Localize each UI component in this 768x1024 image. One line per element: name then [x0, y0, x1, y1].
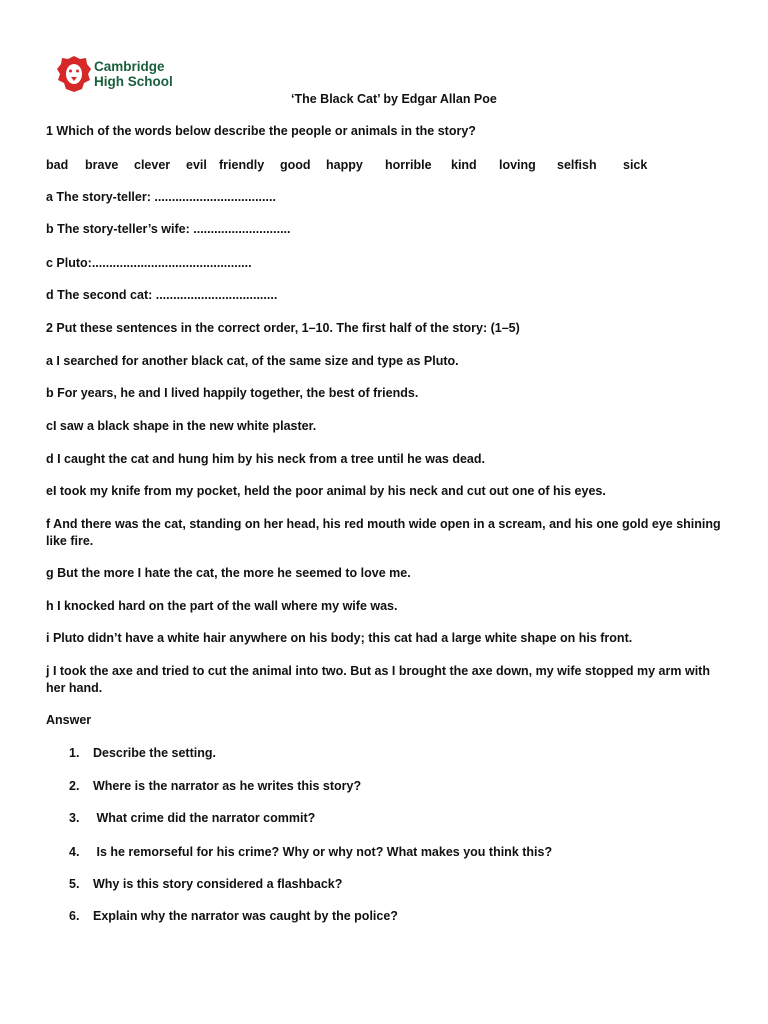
- answer-number: 5.: [69, 877, 80, 891]
- q2-prompt: 2 Put these sentences in the correct order, 1–10. The first half of the story: (1–5): [46, 321, 520, 335]
- answer-number: 4.: [69, 845, 80, 859]
- logo-text: [94, 59, 173, 89]
- answer-number: 6.: [69, 909, 80, 923]
- answer-number: 1.: [69, 746, 80, 760]
- answer-question: Where is the narrator as he writes this story?: [93, 779, 362, 793]
- answer-question: What crime did the narrator commit?: [93, 811, 316, 825]
- answer-question: Describe the setting.: [93, 746, 216, 760]
- sentence-i: i Pluto didn’t have a white hair anywhere on his body; this cat had a large white shape on his front.: [46, 631, 633, 645]
- blank-wife: b The story-teller’s wife: ............................: [46, 222, 291, 236]
- word-bad: bad: [46, 158, 69, 172]
- logo-line-1: Cambridge: [94, 59, 165, 74]
- answer-question: Explain why the narrator was caught by the police?: [93, 909, 398, 923]
- answer-number: 3.: [69, 811, 80, 825]
- word-friendly: friendly: [219, 158, 265, 172]
- word-happy: happy: [326, 158, 363, 172]
- lion-head-icon: [56, 54, 92, 94]
- blank-second-cat: d The second cat: ...................................: [46, 288, 278, 302]
- sentence-c: cI saw a black shape in the new white plaster.: [46, 419, 317, 433]
- answer-question: Why is this story considered a flashback?: [93, 877, 343, 891]
- word-selfish: selfish: [557, 158, 597, 172]
- blank-story-teller: a The story-teller: ...................................: [46, 190, 276, 204]
- sentence-j: j I took the axe and tried to cut the animal into two. But as I brought the axe down, my wife stopped my arm with her hand.: [46, 664, 710, 695]
- word-loving: loving: [499, 158, 536, 172]
- blank-pluto: c Pluto:..............................................: [46, 256, 252, 270]
- word-clever: clever: [134, 158, 171, 172]
- sentence-f: f And there was the cat, standing on her head, his red mouth wide open in a scream, and his one gold eye shining like fire.: [46, 517, 721, 548]
- sentence-g: g But the more I hate the cat, the more he seemed to love me.: [46, 566, 411, 580]
- sentence-h: h I knocked hard on the part of the wall where my wife was.: [46, 599, 398, 613]
- q1-prompt: 1 Which of the words below describe the people or animals in the story?: [46, 124, 476, 138]
- word-sick: sick: [623, 158, 648, 172]
- word-kind: kind: [451, 158, 477, 172]
- logo-line-2: High School: [94, 74, 173, 89]
- answer-question: Is he remorseful for his crime? Why or why not? What makes you think this?: [93, 845, 553, 859]
- sentence-b: b For years, he and I lived happily together, the best of friends.: [46, 386, 419, 400]
- word-brave: brave: [85, 158, 119, 172]
- word-evil: evil: [186, 158, 207, 172]
- answer-heading: Answer: [46, 713, 92, 727]
- school-logo: [52, 48, 174, 98]
- sentence-d: d I caught the cat and hung him by his neck from a tree until he was dead.: [46, 452, 485, 466]
- page-title: ‘The Black Cat’ by Edgar Allan Poe: [291, 92, 497, 106]
- sentence-e: eI took my knife from my pocket, held the poor animal by his neck and cut out one of his eyes.: [46, 484, 606, 498]
- sentence-a: a I searched for another black cat, of the same size and type as Pluto.: [46, 354, 459, 368]
- answer-number: 2.: [69, 779, 80, 793]
- word-good: good: [280, 158, 311, 172]
- word-horrible: horrible: [385, 158, 432, 172]
